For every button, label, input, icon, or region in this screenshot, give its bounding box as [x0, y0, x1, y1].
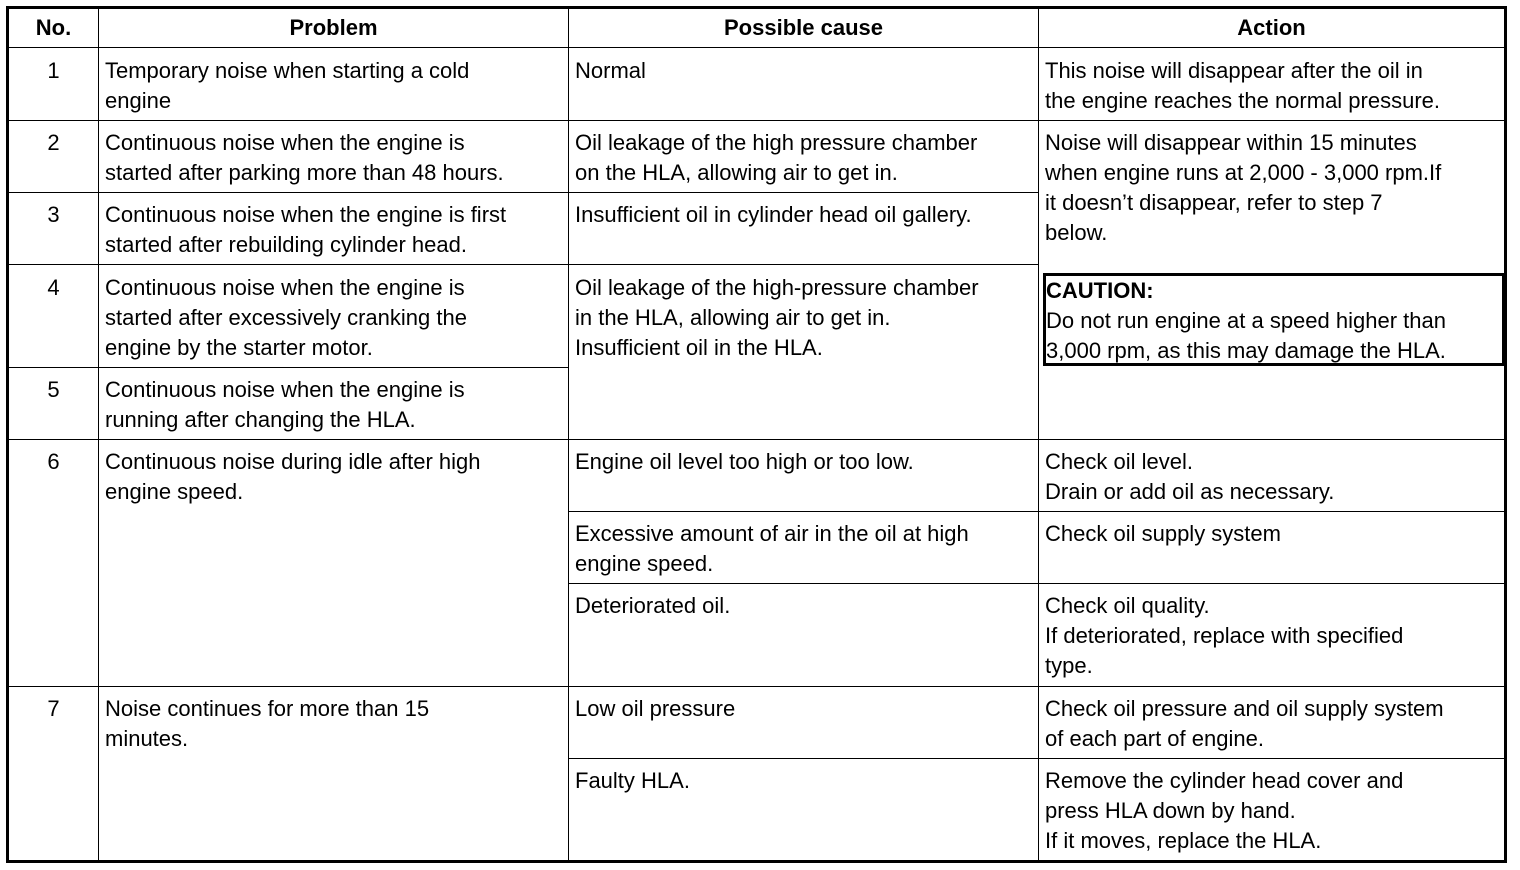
caution-title: CAUTION:: [1046, 278, 1154, 303]
row-number: 6: [47, 449, 60, 474]
grid-line: [568, 9, 569, 860]
cause-cell: Deteriorated oil.: [575, 593, 731, 618]
problem-cell: Continuous noise during idle after high engine speed.: [105, 449, 481, 504]
grid-line: [98, 9, 99, 860]
grid-line: [9, 264, 1038, 265]
row-number: 3: [47, 202, 60, 227]
action-cell: Check oil quality. If deteriorated, replace with specified type.: [1045, 593, 1404, 678]
action-cell: Check oil supply system: [1045, 521, 1281, 546]
caution-box: [1043, 273, 1505, 366]
grid-line: [9, 192, 1038, 193]
cause-cell: Normal: [575, 58, 646, 83]
header-action: Action: [1237, 15, 1306, 40]
row-number: 2: [47, 130, 60, 155]
problem-cell: Temporary noise when starting a cold engine: [105, 58, 470, 113]
cause-cell: Excessive amount of air in the oil at high engine speed.: [575, 521, 969, 576]
row-number: 7: [47, 696, 60, 721]
grid-line: [9, 47, 1504, 48]
grid-line: [9, 120, 1504, 121]
grid-line: [9, 367, 569, 368]
cause-cell: Oil leakage of the high-pressure chamber in the HLA, allowing air to get in. Insufficient oil in the HLA.: [575, 275, 979, 360]
problem-cell: Continuous noise when the engine is first started after rebuilding cylinder head.: [105, 202, 507, 257]
problem-cell: Noise continues for more than 15 minutes.: [105, 696, 430, 751]
caution-text: Do not run engine at a speed higher than 3,000 rpm, as this may damage the HLA.: [1046, 308, 1446, 363]
problem-cell: Continuous noise when the engine is running after changing the HLA.: [105, 377, 465, 432]
action-cell: Remove the cylinder head cover and press HLA down by hand. If it moves, replace the HLA.: [1045, 768, 1404, 853]
header-no: No.: [35, 15, 72, 40]
grid-line: [569, 511, 1504, 512]
action-cell: Noise will disappear within 15 minutes when engine runs at 2,000 - 3,000 rpm.If it doesn’t disappear, refer to step 7 below.: [1045, 130, 1442, 245]
grid-line: [569, 583, 1504, 584]
grid-line: [9, 439, 1504, 440]
header-problem: Problem: [289, 15, 378, 40]
action-cell: Check oil level. Drain or add oil as necessary.: [1045, 449, 1335, 504]
cause-cell: Engine oil level too high or too low.: [575, 449, 914, 474]
row-number: 4: [47, 275, 60, 300]
row-number: 1: [47, 58, 60, 83]
problem-cell: Continuous noise when the engine is started after parking more than 48 hours.: [105, 130, 504, 185]
troubleshooting-table: [6, 6, 1507, 863]
cause-cell: Low oil pressure: [575, 696, 736, 721]
action-cell: Check oil pressure and oil supply system of each part of engine.: [1045, 696, 1444, 751]
problem-cell: Continuous noise when the engine is started after excessively cranking the engine by the starter motor.: [105, 275, 467, 360]
row-number: 5: [47, 377, 60, 402]
cause-cell: Oil leakage of the high pressure chamber on the HLA, allowing air to get in.: [575, 130, 978, 185]
grid-line: [1038, 9, 1039, 860]
cause-cell: Insufficient oil in cylinder head oil gallery.: [575, 202, 972, 227]
action-cell: This noise will disappear after the oil in the engine reaches the normal pressure.: [1045, 58, 1441, 113]
grid-line: [9, 686, 1504, 687]
header-possible-cause: Possible cause: [724, 15, 883, 40]
grid-line: [569, 758, 1504, 759]
cause-cell: Faulty HLA.: [575, 768, 690, 793]
